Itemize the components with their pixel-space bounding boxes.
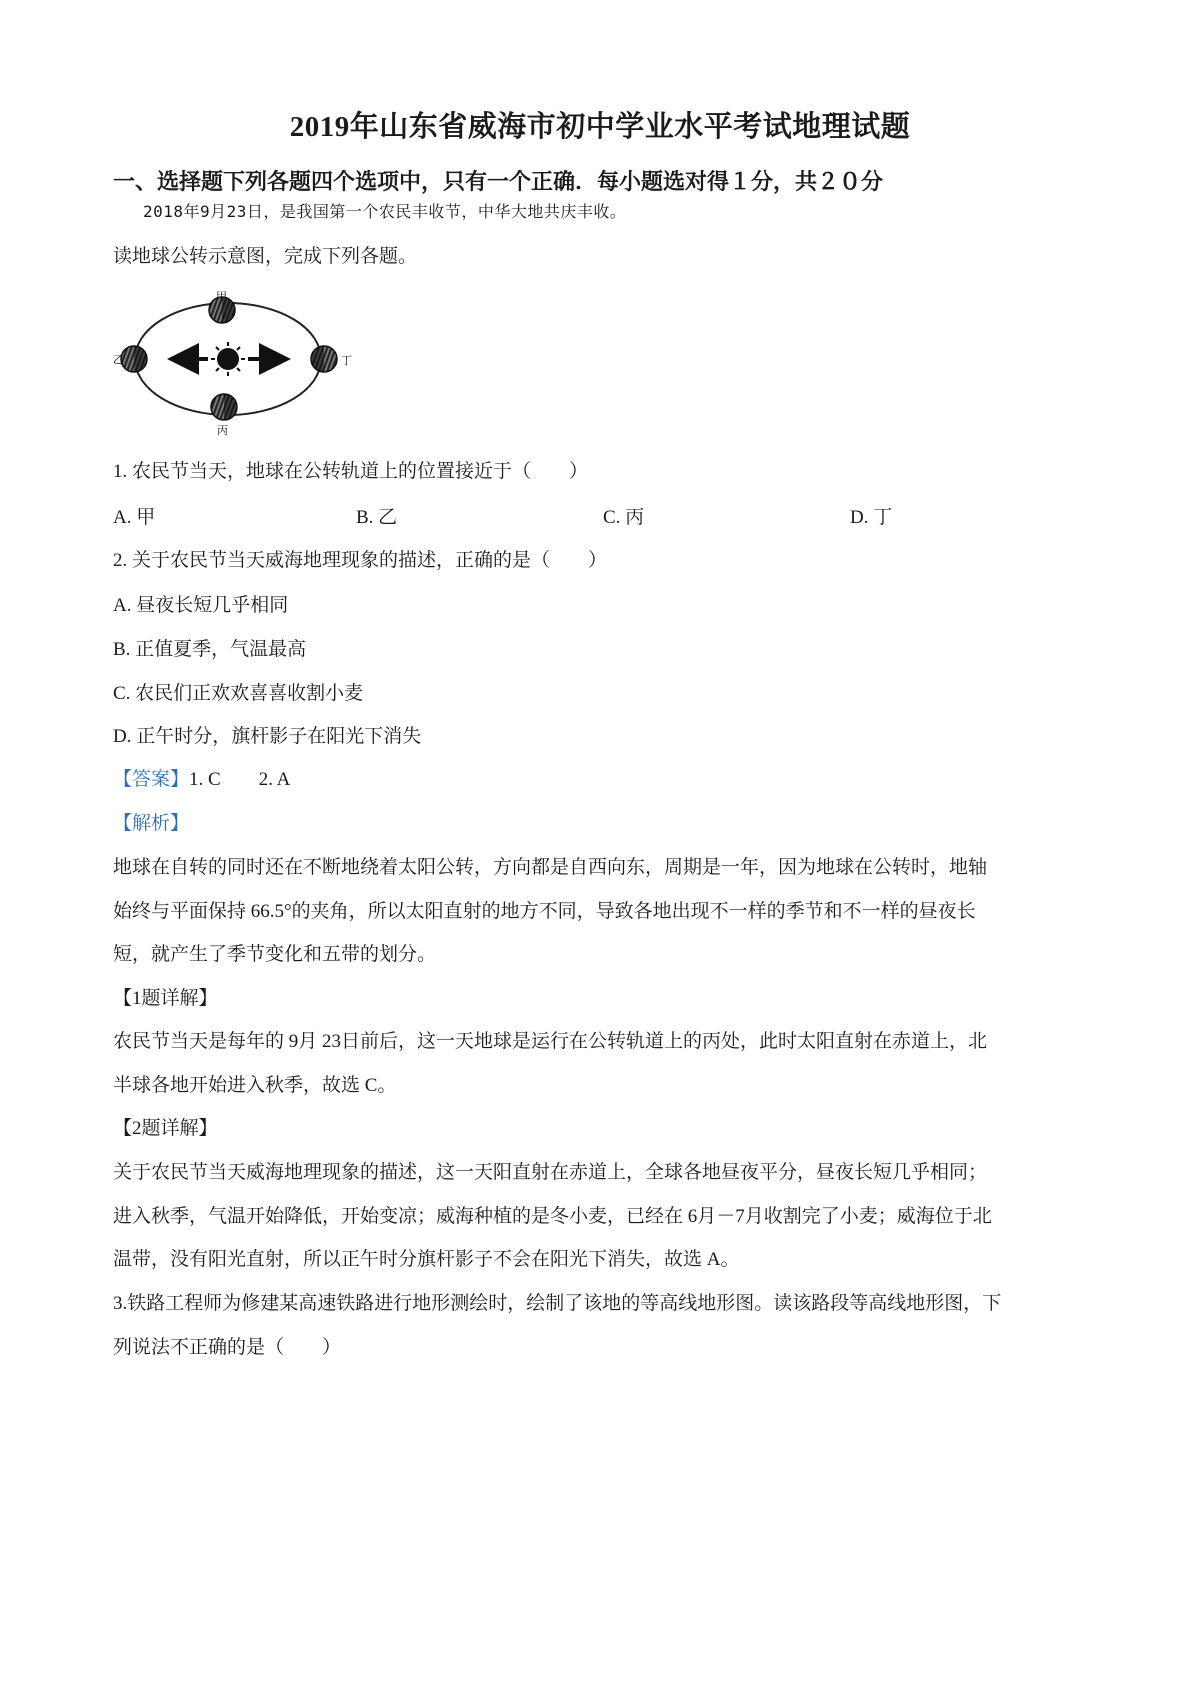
- earth-revolution-diagram: [113, 290, 352, 478]
- intro-line-1: 2018年9月23日，是我国第一个农民丰收节，中华大地共庆丰收。: [143, 202, 627, 221]
- label-bing: 丙: [217, 424, 228, 437]
- earth-left-icon: [121, 346, 147, 372]
- q2-option-d: D. 正午时分，旗杆影子在阳光下消失: [113, 726, 422, 747]
- q1-text: 1. 农民节当天，地球在公转轨道上的位置接近于（ ）: [113, 461, 589, 482]
- detail2-line-1: 关于农民节当天威海地理现象的描述，这一天阳直射在赤道上，全球各地昼夜平分，昼夜长短几乎相同；: [113, 1162, 988, 1183]
- detail2-line-3: 温带，没有阳光直射，所以正午时分旗杆影子不会在阳光下消失，故选 A。: [113, 1249, 740, 1270]
- answer-text: 1. C 2. A: [189, 769, 291, 790]
- page-title: 2019年山东省威海市初中学业水平考试地理试题: [289, 111, 911, 143]
- detail1-line-1: 农民节当天是每年的 9月 23日前后，这一天地球是运行在公转轨道上的丙处，此时太阳直射在赤道上，北: [113, 1031, 988, 1052]
- intro-line-2: 读地球公转示意图，完成下列各题。: [113, 246, 418, 267]
- q1-option-b: B. 乙: [356, 507, 398, 528]
- label-jia: 甲: [216, 290, 227, 303]
- label-yi: 乙: [113, 353, 124, 366]
- earth-bottom-icon: [211, 394, 237, 420]
- q2-option-c: C. 农民们正欢欢喜喜收割小麦: [113, 683, 364, 704]
- analysis-tag: 【解析】: [113, 813, 190, 834]
- q3-line-1: 3.铁路工程师为修建某高速铁路进行地形测绘时，绘制了该地的等高线地形图。读该路段等高线地形图，下: [113, 1293, 1002, 1314]
- q2-option-a: A. 昼夜长短几乎相同: [113, 595, 289, 616]
- q2-text: 2. 关于农民节当天威海地理现象的描述，正确的是（ ）: [113, 550, 608, 571]
- detail2-heading: 【2题详解】: [113, 1118, 218, 1139]
- label-ding: 丁: [341, 354, 352, 367]
- analysis-line-3: 短，就产生了季节变化和五带的划分。: [113, 944, 437, 965]
- q1-option-c: C. 丙: [603, 507, 645, 528]
- sun-icon: [211, 342, 245, 376]
- q1-option-a: A. 甲: [113, 507, 156, 528]
- section-heading: 一、选择题下列各题四个选项中，只有一个正确．每小题选对得１分，共２０分: [113, 169, 884, 194]
- answer-tag: 【答案】: [113, 769, 190, 790]
- detail2-line-2: 进入秋季，气温开始降低，开始变凉；威海种植的是冬小麦，已经在 6月－7月收割完了小麦；威海位于北: [113, 1206, 992, 1227]
- answer-line: [113, 764, 290, 791]
- detail1-line-2: 半球各地开始进入秋季，故选 C。: [113, 1075, 397, 1096]
- earth-right-icon: [311, 346, 337, 372]
- q1-option-d: D. 丁: [850, 507, 893, 528]
- q2-option-b: B. 正值夏季，气温最高: [113, 639, 307, 660]
- detail1-heading: 【1题详解】: [113, 988, 218, 1009]
- analysis-line-1: 地球在自转的同时还在不断地绕着太阳公转，方向都是自西向东，周期是一年，因为地球在公转时，地轴: [113, 857, 988, 878]
- analysis-line-2: 始终与平面保持 66.5°的夹角，所以太阳直射的地方不同，导致各地出现不一样的季节和不一样的昼夜长: [113, 901, 976, 922]
- q3-line-2: 列说法不正确的是（ ）: [113, 1337, 342, 1358]
